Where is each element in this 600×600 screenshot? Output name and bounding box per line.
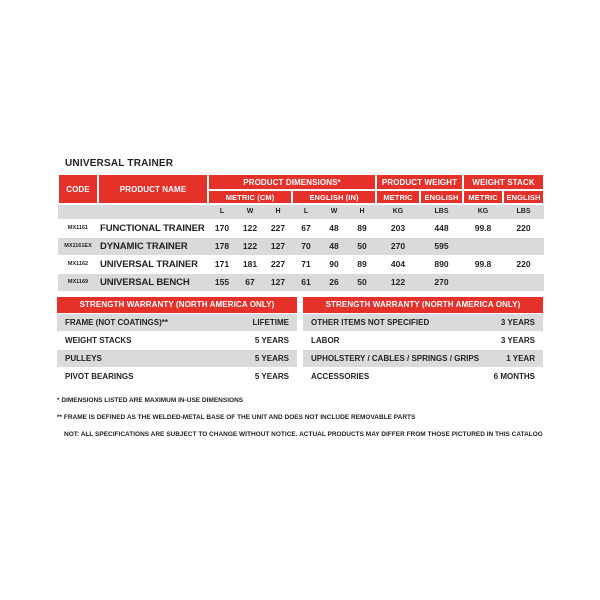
warranty-row xyxy=(57,367,297,385)
warranty-row xyxy=(303,367,543,385)
subheader-stack-metric: METRIC xyxy=(463,190,503,204)
product-name: DYNAMIC TRAINER xyxy=(98,237,208,255)
unit-label-h: H xyxy=(264,204,292,219)
warranty-table-left xyxy=(57,297,297,385)
weight-lbs: 448 xyxy=(420,219,463,237)
weight-lbs: 595 xyxy=(420,237,463,255)
dim-in-w: 48 xyxy=(320,237,348,255)
warranty-item-label: FRAME (NOT COATINGS)** xyxy=(65,318,168,327)
product-code: MX1162 xyxy=(58,255,98,273)
page-title: UNIVERSAL TRAINER xyxy=(65,158,174,169)
col-header-weight-stack: WEIGHT STACK xyxy=(463,174,544,190)
warranty-row xyxy=(303,331,543,349)
warranty-item-value: 3 YEARS xyxy=(500,318,535,327)
subheader-english-in: ENGLISH (IN) xyxy=(292,190,376,204)
warranty-item-label: PULLEYS xyxy=(65,354,102,363)
product-code: MX1161EX xyxy=(58,237,98,255)
dim-cm-w: 122 xyxy=(236,237,264,255)
weight-kg: 404 xyxy=(376,255,420,273)
product-code: MX1161 xyxy=(58,219,98,237)
dim-in-h: 89 xyxy=(348,255,376,273)
footnote-frame: ** FRAME IS DEFINED AS THE WELDED-METAL BASE OF THE UNIT AND DOES NOT INCLUDE REMOVABLE PARTS xyxy=(57,414,416,421)
subheader-weight-english: ENGLISH xyxy=(420,190,463,204)
dim-in-l: 67 xyxy=(292,219,320,237)
dim-in-h: 50 xyxy=(348,273,376,291)
stack-lbs xyxy=(503,273,544,291)
footnote-disclaimer: NOT: ALL SPECIFICATIONS ARE SUBJECT TO CHANGE WITHOUT NOTICE. ACTUAL PRODUCTS MAY DIFFER FROM THOSE PICTURED IN THIS CATALOG xyxy=(64,431,543,438)
dim-cm-h: 127 xyxy=(264,237,292,255)
units-blank-cell xyxy=(58,204,208,219)
stack-kg xyxy=(463,237,503,255)
subheader-metric-cm: METRIC (CM) xyxy=(208,190,292,204)
dim-cm-l: 178 xyxy=(208,237,236,255)
unit-label-lbs: LBS xyxy=(503,204,544,219)
warranty-item-label: OTHER ITEMS NOT SPECIFIED xyxy=(311,318,430,327)
product-name: UNIVERSAL TRAINER xyxy=(98,255,208,273)
warranty-item-label: ACCESSORIES xyxy=(311,372,370,381)
dim-in-w: 90 xyxy=(320,255,348,273)
warranty-section xyxy=(57,297,543,385)
dim-cm-w: 181 xyxy=(236,255,264,273)
table-row xyxy=(58,273,544,291)
warranty-item-value: LIFETIME xyxy=(252,318,289,327)
dim-cm-h: 127 xyxy=(264,273,292,291)
table-row xyxy=(58,237,544,255)
warranty-item-label: WEIGHT STACKS xyxy=(65,336,132,345)
dim-in-l: 70 xyxy=(292,237,320,255)
dim-cm-w: 67 xyxy=(236,273,264,291)
dim-in-h: 89 xyxy=(348,219,376,237)
warranty-item-value: 5 YEARS xyxy=(254,372,289,381)
col-header-product-name: PRODUCT NAME xyxy=(98,174,208,204)
product-code: MX1169 xyxy=(58,273,98,291)
warranty-item-value: 1 YEAR xyxy=(506,354,535,363)
stack-kg: 99.8 xyxy=(463,219,503,237)
footnote-dimensions: * DIMENSIONS LISTED ARE MAXIMUM IN-USE DIMENSIONS xyxy=(57,397,244,404)
warranty-header: STRENGTH WARRANTY (NORTH AMERICA ONLY) xyxy=(57,297,297,313)
warranty-row xyxy=(303,349,543,367)
header-row-units xyxy=(58,204,544,219)
stack-lbs: 220 xyxy=(503,255,544,273)
warranty-row xyxy=(57,331,297,349)
spec-sheet xyxy=(57,158,543,443)
subheader-weight-metric: METRIC xyxy=(376,190,420,204)
warranty-item-label: PIVOT BEARINGS xyxy=(65,372,134,381)
dim-in-l: 71 xyxy=(292,255,320,273)
dim-cm-h: 227 xyxy=(264,255,292,273)
table-row xyxy=(58,219,544,237)
product-spec-table xyxy=(57,173,545,291)
unit-label-lbs: LBS xyxy=(420,204,463,219)
col-header-product-dimensions: PRODUCT DIMENSIONS* xyxy=(208,174,376,190)
table-row xyxy=(58,255,544,273)
warranty-item-value: 5 YEARS xyxy=(254,336,289,345)
dim-in-h: 50 xyxy=(348,237,376,255)
warranty-row xyxy=(57,313,297,331)
subheader-stack-english: ENGLISH xyxy=(503,190,544,204)
warranty-header: STRENGTH WARRANTY (NORTH AMERICA ONLY) xyxy=(303,297,543,313)
dim-in-w: 48 xyxy=(320,219,348,237)
dim-cm-w: 122 xyxy=(236,219,264,237)
warranty-item-label: UPHOLSTERY / CABLES / SPRINGS / GRIPS xyxy=(311,354,480,363)
col-header-code: CODE xyxy=(58,174,98,204)
product-name: UNIVERSAL BENCH xyxy=(98,273,208,291)
dim-in-w: 26 xyxy=(320,273,348,291)
weight-kg: 270 xyxy=(376,237,420,255)
warranty-row xyxy=(303,313,543,331)
dim-cm-h: 227 xyxy=(264,219,292,237)
dim-cm-l: 170 xyxy=(208,219,236,237)
weight-lbs: 890 xyxy=(420,255,463,273)
stack-kg xyxy=(463,273,503,291)
dim-cm-l: 155 xyxy=(208,273,236,291)
footnotes xyxy=(57,392,543,443)
header-row-groups xyxy=(58,174,544,190)
unit-label-kg: KG xyxy=(463,204,503,219)
unit-label-l: L xyxy=(208,204,236,219)
warranty-row xyxy=(57,349,297,367)
stack-lbs xyxy=(503,237,544,255)
unit-label-l: L xyxy=(292,204,320,219)
stack-lbs: 220 xyxy=(503,219,544,237)
weight-lbs: 270 xyxy=(420,273,463,291)
unit-label-kg: KG xyxy=(376,204,420,219)
warranty-item-value: 3 YEARS xyxy=(500,336,535,345)
warranty-item-label: LABOR xyxy=(311,336,340,345)
stack-kg: 99.8 xyxy=(463,255,503,273)
warranty-table-right xyxy=(303,297,543,385)
unit-label-w: W xyxy=(320,204,348,219)
col-header-product-weight: PRODUCT WEIGHT xyxy=(376,174,463,190)
dim-in-l: 61 xyxy=(292,273,320,291)
product-name: FUNCTIONAL TRAINER xyxy=(98,219,208,237)
unit-label-h: H xyxy=(348,204,376,219)
weight-kg: 203 xyxy=(376,219,420,237)
warranty-item-value: 5 YEARS xyxy=(254,354,289,363)
unit-label-w: W xyxy=(236,204,264,219)
weight-kg: 122 xyxy=(376,273,420,291)
warranty-item-value: 6 MONTHS xyxy=(493,372,535,381)
dim-cm-l: 171 xyxy=(208,255,236,273)
